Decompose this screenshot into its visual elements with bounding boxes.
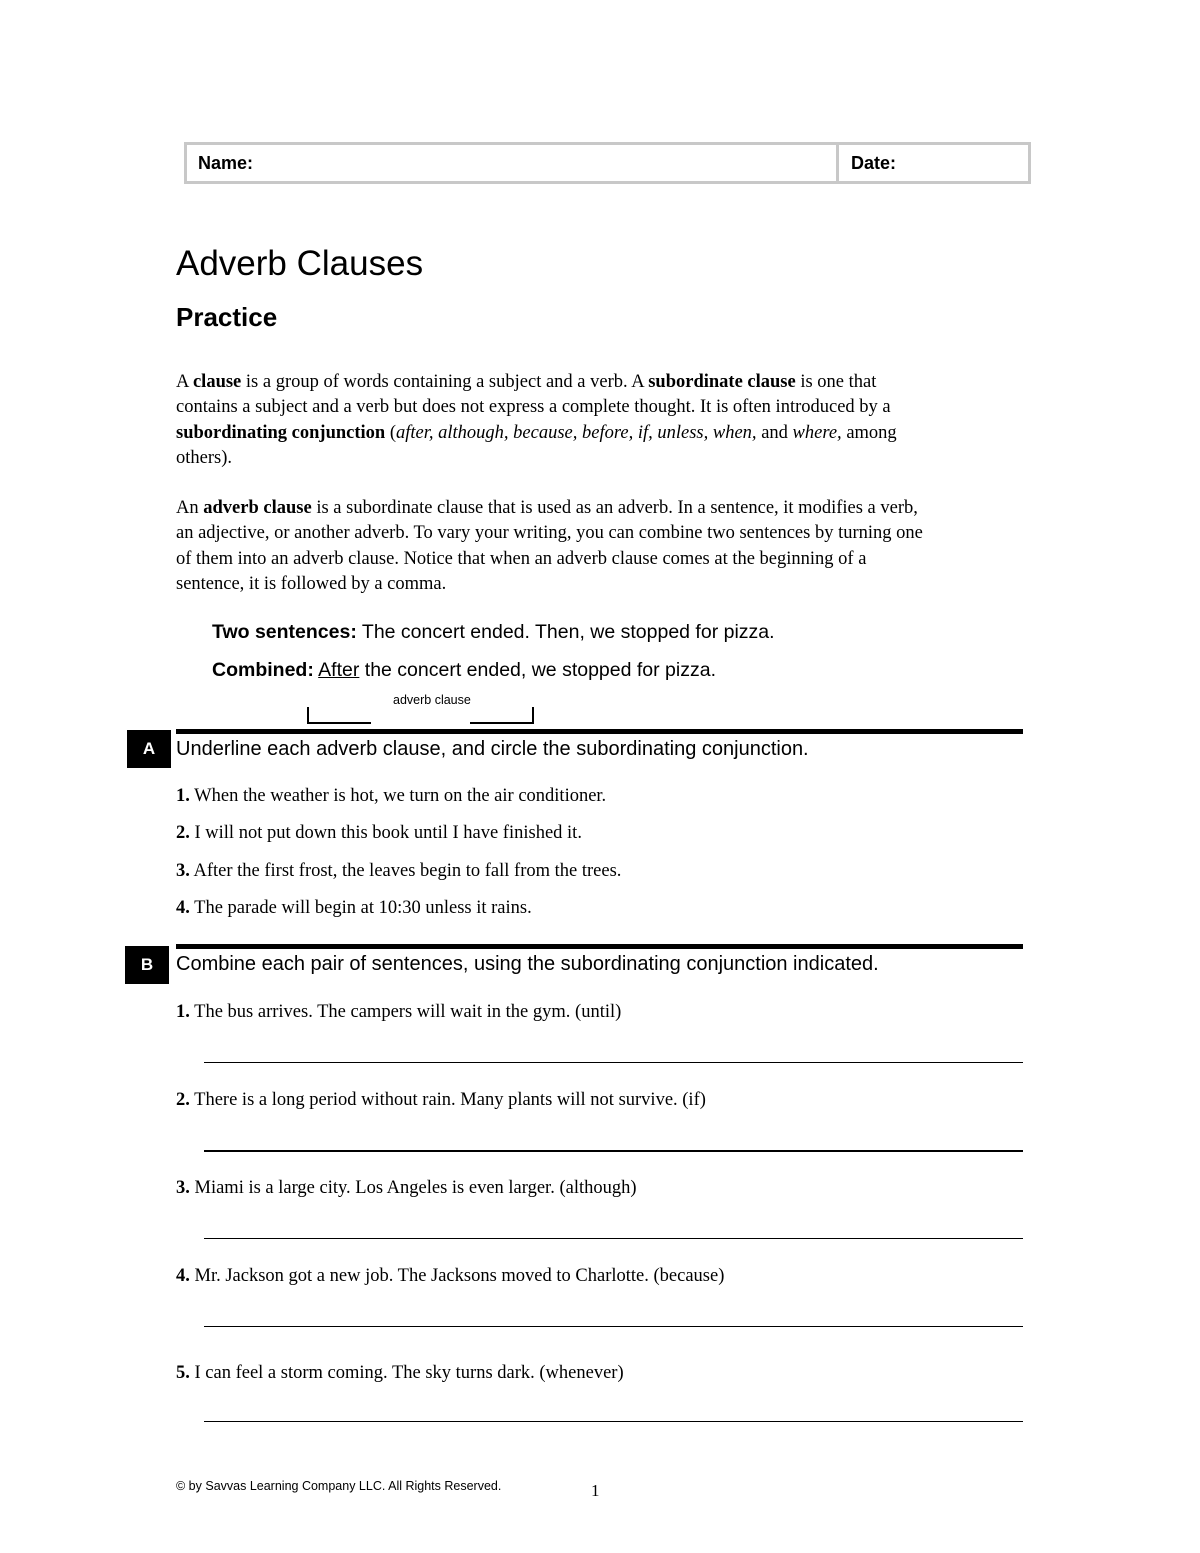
intro-paragraph-adverb-clause: An adverb clause is a subordinate clause that is used as an adverb. In a sentence, it modifies a verb, an adjective, or another adverb. To vary your writing, you can combine two sentences by turning one of them into an adverb clause. Notice that when an adverb clause comes at the beginning of a sentence, it is followed by a comma. [176, 498, 923, 594]
section-a-item: 1. When the weather is hot, we turn on the air conditioner. [176, 786, 607, 806]
page-number: 1 [591, 1481, 600, 1500]
bracket-left [307, 707, 371, 724]
example-two-text: The concert ended. Then, we stopped for pizza. [356, 621, 775, 643]
section-b-item: 4. Mr. Jackson got a new job. The Jacksons moved to Charlotte. (because) [176, 1266, 725, 1286]
section-b-badge: B [125, 946, 169, 984]
section-a-item: 2. I will not put down this book until I have finished it. [176, 823, 582, 843]
section-b-item: 3. Miami is a large city. Los Angeles is even larger. (although) [176, 1178, 637, 1198]
section-a-item: 4. The parade will begin at 10:30 unless it rains. [176, 898, 532, 918]
section-a-instruction: Underline each adverb clause, and circle the subordinating conjunction. [176, 738, 809, 760]
example-combined [212, 659, 716, 682]
section-b-instruction: Combine each pair of sentences, using the subordinating conjunction indicated. [176, 953, 879, 975]
example-two-sentences [212, 621, 775, 644]
section-a-item: 3. After the first frost, the leaves begin to fall from the trees. [176, 861, 622, 881]
intro-paragraph-clause: A clause is a group of words containing a subject and a verb. A subordinate clause is one that contains a subject and a verb but does not express a complete thought. It is often introduced by a subordinating conjunction (after, although, because, before, if, unless, when, and where, among others). [176, 372, 897, 468]
section-b-rule [176, 944, 1023, 949]
example-two-label: Two sentences: [212, 621, 357, 643]
name-date-box [184, 142, 1031, 184]
bracket-right [470, 707, 534, 724]
example-combined-text: the concert ended, we stopped for pizza. [359, 659, 716, 681]
section-b-item: 1. The bus arrives. The campers will wait in the gym. (until) [176, 1002, 622, 1022]
example-conjunction: After [318, 659, 360, 681]
date-label: Date: [851, 153, 897, 173]
answer-line[interactable] [204, 1421, 1023, 1422]
name-label: Name: [198, 153, 254, 173]
section-a-rule [176, 729, 1023, 734]
copyright-notice: © by Savvas Learning Company LLC. All Rights Reserved. [176, 1479, 502, 1493]
header-divider [836, 142, 839, 184]
example-combined-label: Combined: [212, 659, 314, 681]
answer-line[interactable] [204, 1062, 1023, 1063]
section-a-badge: A [127, 730, 171, 768]
section-b-item: 2. There is a long period without rain. Many plants will not survive. (if) [176, 1090, 706, 1110]
page-subtitle: Practice [176, 302, 278, 332]
answer-line[interactable] [204, 1150, 1023, 1152]
answer-line[interactable] [204, 1326, 1023, 1327]
answer-line[interactable] [204, 1238, 1023, 1239]
section-b-item: 5. I can feel a storm coming. The sky turns dark. (whenever) [176, 1363, 624, 1383]
page-title: Adverb Clauses [176, 244, 424, 283]
adverb-clause-annotation: adverb clause [393, 693, 471, 707]
